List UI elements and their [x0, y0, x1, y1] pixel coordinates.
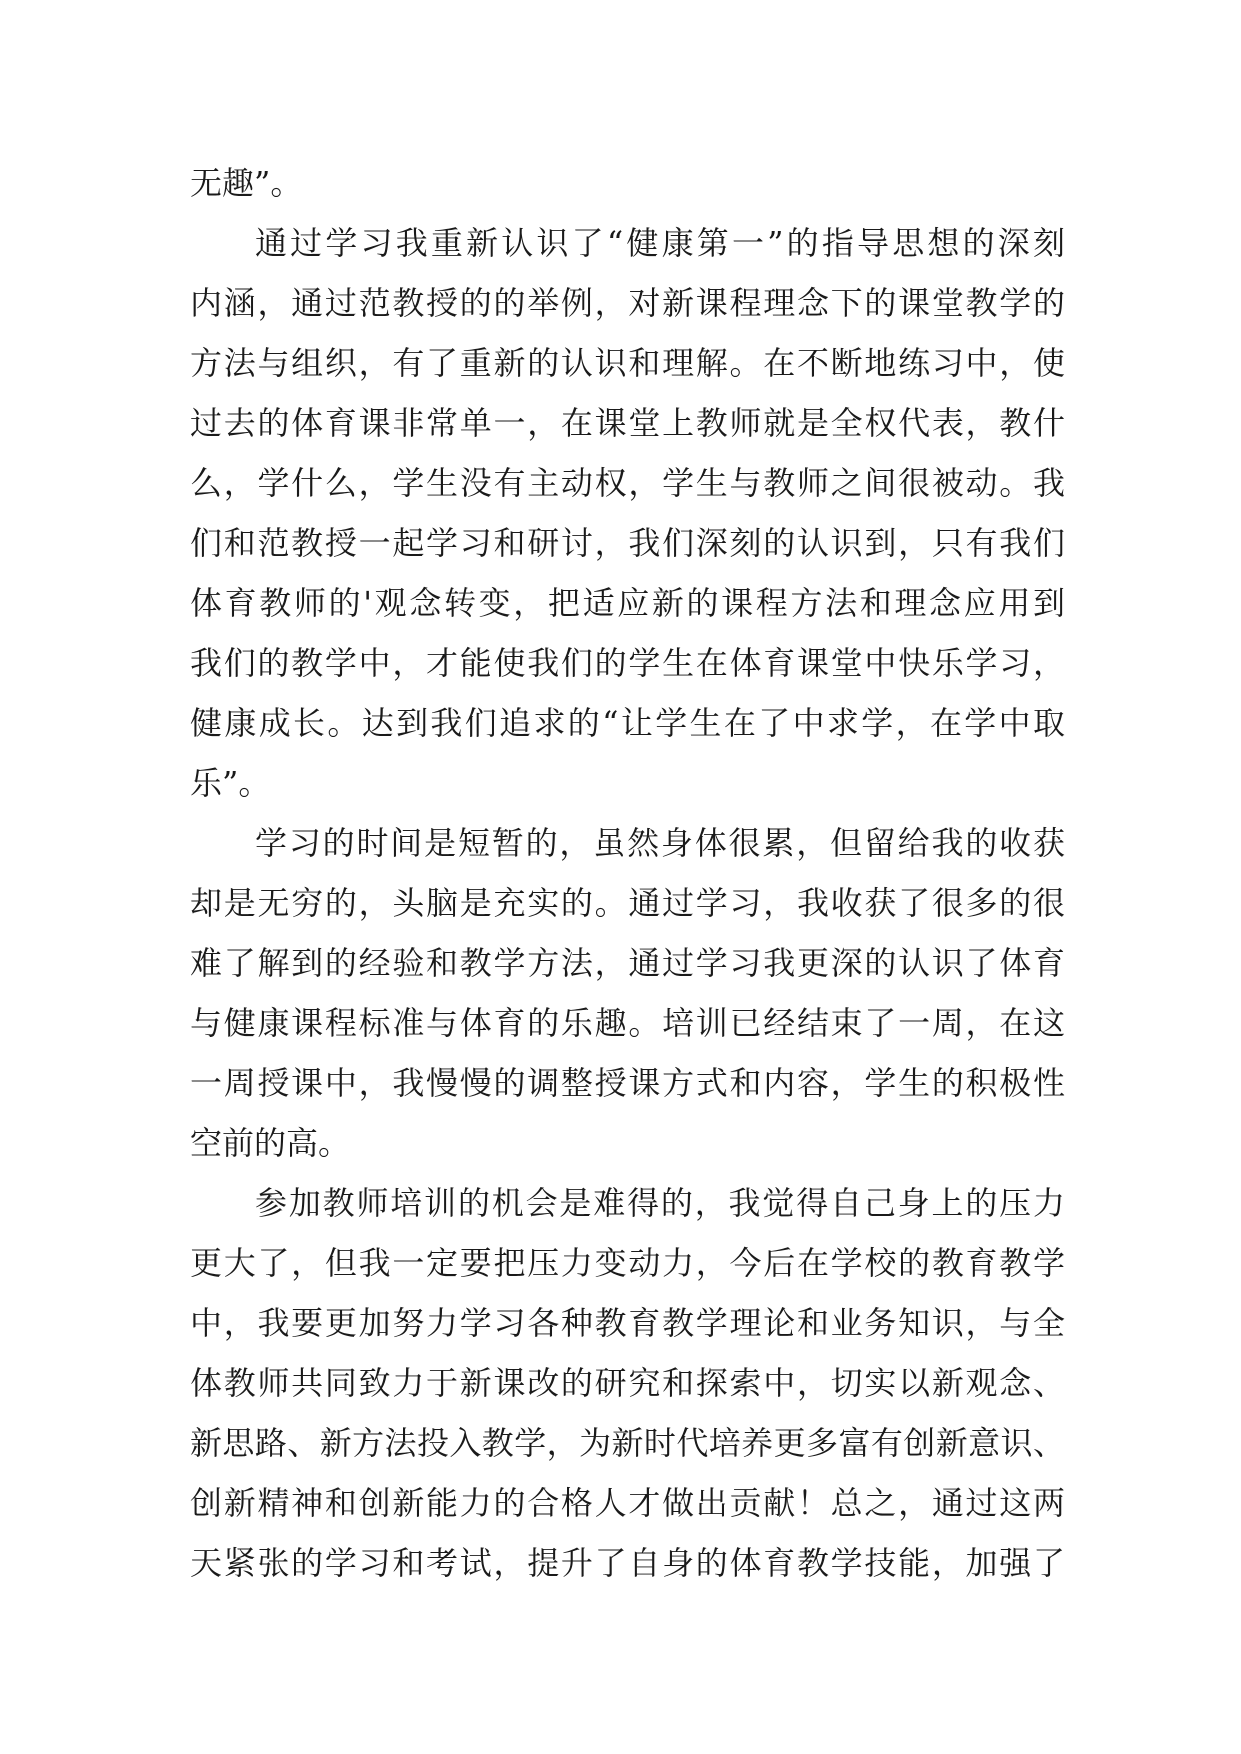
text-line: 与健康课程标准与体育的乐趣。培训已经结束了一周，在这 — [190, 1004, 1065, 1042]
text-line: 一周授课中，我慢慢的调整授课方式和内容，学生的积极性 — [190, 1064, 1065, 1102]
text-line: 更大了，但我一定要把压力变动力，今后在学校的教育教学 — [190, 1244, 1065, 1282]
text-line: 过去的体育课非常单一，在课堂上教师就是全权代表，教什 — [190, 404, 1065, 442]
paragraph-first-line: 通过学习我重新认识了“健康第一”的指导思想的深刻 — [255, 224, 1065, 262]
text-line: 们和范教授一起学习和研讨，我们深刻的认识到，只有我们 — [190, 524, 1065, 562]
text-line: 难了解到的经验和教学方法，通过学习我更深的认识了体育 — [190, 944, 1065, 982]
text-line: 无趣”。 — [190, 164, 303, 202]
text-line: 新思路、新方法投入教学，为新时代培养更多富有创新意识、 — [190, 1424, 1065, 1462]
text-line: 方法与组织，有了重新的认识和理解。在不断地练习中，使 — [190, 344, 1065, 382]
text-line: 我们的教学中，才能使我们的学生在体育课堂中快乐学习， — [190, 644, 1065, 682]
paragraph-first-line: 参加教师培训的机会是难得的，我觉得自己身上的压力 — [255, 1184, 1065, 1222]
text-line: 却是无穷的，头脑是充实的。通过学习，我收获了很多的很 — [190, 884, 1065, 922]
text-line: 内涵，通过范教授的的举例，对新课程理念下的课堂教学的 — [190, 284, 1065, 322]
text-line: 创新精神和创新能力的合格人才做出贡献！总之，通过这两 — [190, 1484, 1065, 1522]
text-line: 么，学什么，学生没有主动权，学生与教师之间很被动。我 — [190, 464, 1065, 502]
text-line: 体教师共同致力于新课改的研究和探索中，切实以新观念、 — [190, 1364, 1065, 1402]
text-line: 天紧张的学习和考试，提升了自身的体育教学技能，加强了 — [190, 1544, 1065, 1582]
text-line: 空前的高。 — [190, 1124, 351, 1162]
text-line: 体育教师的'观念转变，把适应新的课程方法和理念应用到 — [190, 584, 1065, 622]
text-line: 中，我要更加努力学习各种教育教学理论和业务知识，与全 — [190, 1304, 1065, 1342]
text-line: 健康成长。达到我们追求的“让学生在了中求学，在学中取 — [190, 704, 1065, 742]
text-line: 乐”。 — [190, 764, 271, 802]
paragraph-first-line: 学习的时间是短暂的，虽然身体很累，但留给我的收获 — [255, 824, 1065, 862]
